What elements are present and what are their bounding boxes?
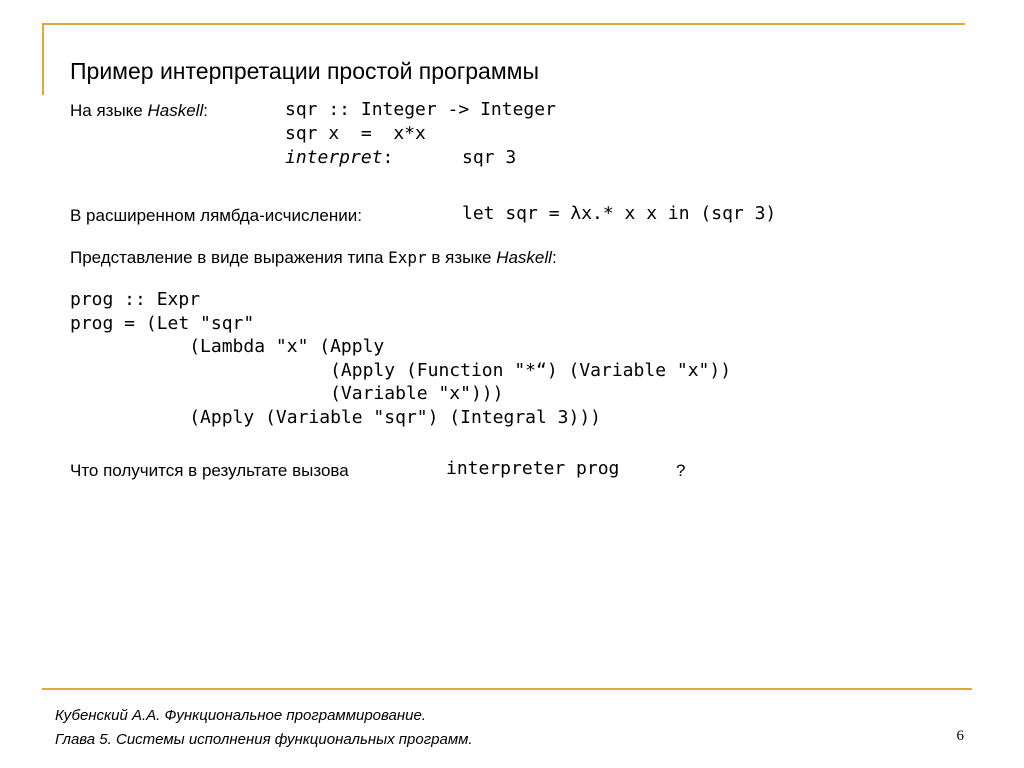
- repr-type-name: Expr: [388, 248, 427, 267]
- footer-author: Кубенский А.А. Функциональное программирование.: [55, 707, 426, 724]
- haskell-label: [70, 101, 208, 121]
- page-number: 6: [956, 728, 964, 744]
- haskell-label-suffix: :: [203, 101, 208, 120]
- interpret-colon: :: [382, 147, 394, 168]
- question-mark: ?: [676, 461, 686, 480]
- repr-prefix: Представление в виде выражения типа: [70, 248, 389, 267]
- lambda-code: let sqr = λx.* x x in (sqr 3): [462, 203, 777, 224]
- repr-middle: в языке: [426, 248, 497, 267]
- code-line: (Variable "x"))): [70, 383, 504, 405]
- repr-suffix: :: [551, 248, 557, 267]
- question-code: interpreter prog: [446, 458, 620, 479]
- code-line: prog :: Expr: [70, 289, 201, 310]
- question-label: Что получится в результате вызова: [70, 461, 349, 480]
- haskell-label-lang: Haskell: [147, 101, 204, 120]
- prog-code-block: [70, 288, 731, 430]
- haskell-label-prefix: На языке: [70, 101, 148, 120]
- code-line: prog = (Let "sqr": [70, 312, 255, 334]
- code-line: (Apply (Function "*“) (Variable "x")): [70, 359, 732, 381]
- representation-heading: [70, 248, 557, 268]
- footer-divider: [42, 688, 972, 690]
- repr-lang: Haskell: [496, 248, 552, 267]
- interpret-line: [285, 147, 393, 168]
- code-line: (Lambda "x" (Apply: [70, 336, 385, 358]
- top-border-line: [42, 23, 965, 25]
- sqr-definition: sqr x = x*x: [285, 123, 426, 144]
- sqr-type-signature: sqr :: Integer -> Integer: [285, 99, 556, 120]
- interpret-keyword: interpret: [285, 147, 383, 168]
- lambda-label: В расширенном лямбда-исчислении:: [70, 206, 362, 225]
- interpret-value: sqr 3: [462, 147, 517, 168]
- left-border-line: [42, 23, 44, 95]
- code-line: (Apply (Variable "sqr") (Integral 3))): [70, 406, 602, 428]
- slide-title: Пример интерпретации простой программы: [70, 58, 539, 84]
- footer-chapter: Глава 5. Системы исполнения функциональных программ.: [55, 731, 473, 748]
